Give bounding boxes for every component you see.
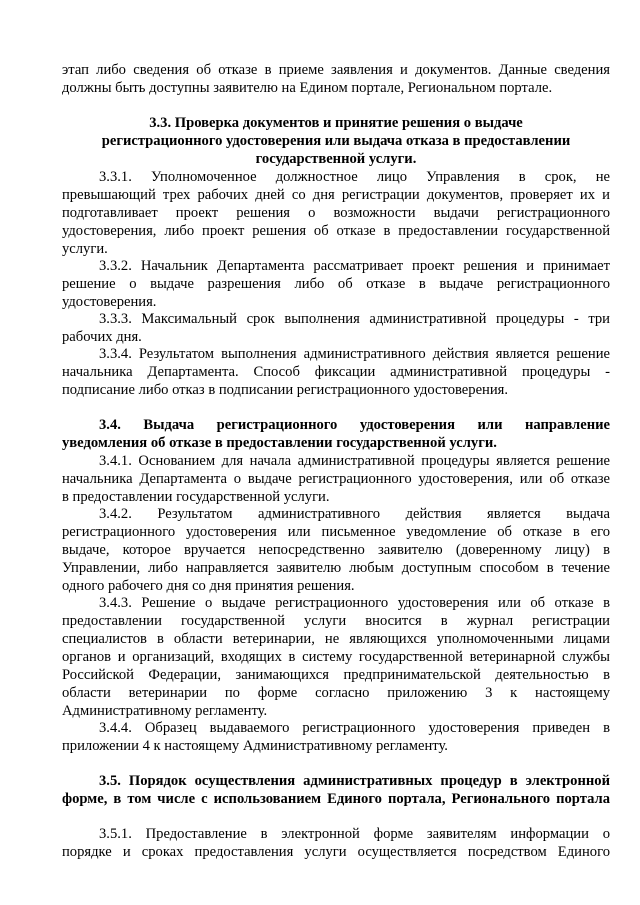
- text-line: решение о выдаче разрешения либо об отказе в выдаче регистрационного: [62, 276, 610, 292]
- text-line: регистрационного удостоверения или выдача отказа в предоставлении: [101, 133, 571, 149]
- text-line: выдаче, которое вручается непосредственно заявителю (доверенному лицу) в: [62, 542, 610, 558]
- text-line: 3.4.2. Результатом административного действия является выдача: [99, 506, 610, 522]
- text-line: 3.3.3. Максимальный срок выполнения административной процедуры - три: [99, 311, 610, 327]
- text-line: 3.3.4. Результатом выполнения административного действия является решение: [99, 346, 610, 362]
- text-line: 3.5. Порядок осуществления административных процедур в электронной: [99, 773, 610, 789]
- text-line: превышающий трех рабочих дней со дня регистрации документов, проверяет их и: [62, 187, 610, 203]
- text-line: Административному регламенту.: [62, 703, 268, 719]
- text-line: должны быть доступны заявителю на Едином портале, Региональном портале.: [62, 80, 553, 96]
- text-line: регистрационного удостоверения или письменное уведомление об отказе в его: [62, 524, 610, 540]
- text-line: удостоверения, либо проект решения об отказе в предоставлении государственной: [62, 223, 610, 239]
- text-line: подготавливает проект решения о возможности выдачи регистрационного: [62, 205, 610, 221]
- text-line: Управлении, либо направляется заявителю любым доступным способом в течение: [62, 560, 610, 576]
- text-line: приложении 4 к настоящему Административному регламенту.: [62, 738, 448, 754]
- text-line: 3.4.4. Образец выдаваемого регистрационного удостоверения приведен в: [99, 720, 610, 736]
- text-line: удостоверения.: [62, 294, 157, 310]
- text-line: одного рабочего дня со дня принятия решения.: [62, 578, 355, 594]
- text-line: 3.3. Проверка документов и принятие решения о выдаче: [149, 115, 523, 131]
- text-line: 3.5.1. Предоставление в электронной форме заявителям информации о: [99, 826, 610, 842]
- text-line: порядке и сроках предоставления услуги осуществляется посредством Единого: [62, 844, 610, 860]
- text-line: специалистов в области ветеринарии, не являющихся уполномоченными лицами: [62, 631, 610, 647]
- text-line: 3.4. Выдача регистрационного удостоверения или направление: [99, 417, 610, 433]
- text-line: 3.3.1. Уполномоченное должностное лицо Управления в срок, не: [99, 169, 610, 185]
- text-line: 3.4.3. Решение о выдаче регистрационного удостоверения или об отказе в: [99, 595, 610, 611]
- text-line: начальника Департамента о выдаче регистрационного удостоверения, или об отказе: [62, 471, 610, 487]
- text-line: в предоставлении государственной услуги.: [62, 489, 330, 505]
- text-line: 3.4.1. Основанием для начала административной процедуры является решение: [99, 453, 610, 469]
- text-line: рабочих дня.: [62, 329, 142, 345]
- text-line: подписание либо отказ в подписании регистрационного удостоверения.: [62, 382, 509, 398]
- text-line: области ветеринарии по форме согласно приложению 3 к настоящему: [62, 685, 610, 701]
- text-line: Российской Федерации, занимающихся предпринимательской деятельностью в: [62, 667, 610, 683]
- text-line: предоставлении государственной услуги вносится в журнал регистрации: [62, 613, 610, 629]
- text-line: начальника Департамента. Способ фиксации административной процедуры -: [62, 364, 610, 380]
- text-line: форме, в том числе с использованием Единого портала, Регионального портала: [62, 791, 610, 807]
- text-line: органов и организаций, входящих в систему государственной ветеринарной службы: [62, 649, 610, 665]
- text-line: услуги.: [62, 241, 108, 257]
- text-line: уведомления об отказе в предоставлении государственной услуги.: [62, 435, 497, 451]
- text-line: 3.3.2. Начальник Департамента рассматривает проект решения и принимает: [99, 258, 610, 274]
- text-line: государственной услуги.: [255, 151, 417, 167]
- text-line: этап либо сведения об отказе в приеме заявления и документов. Данные сведения: [62, 62, 610, 78]
